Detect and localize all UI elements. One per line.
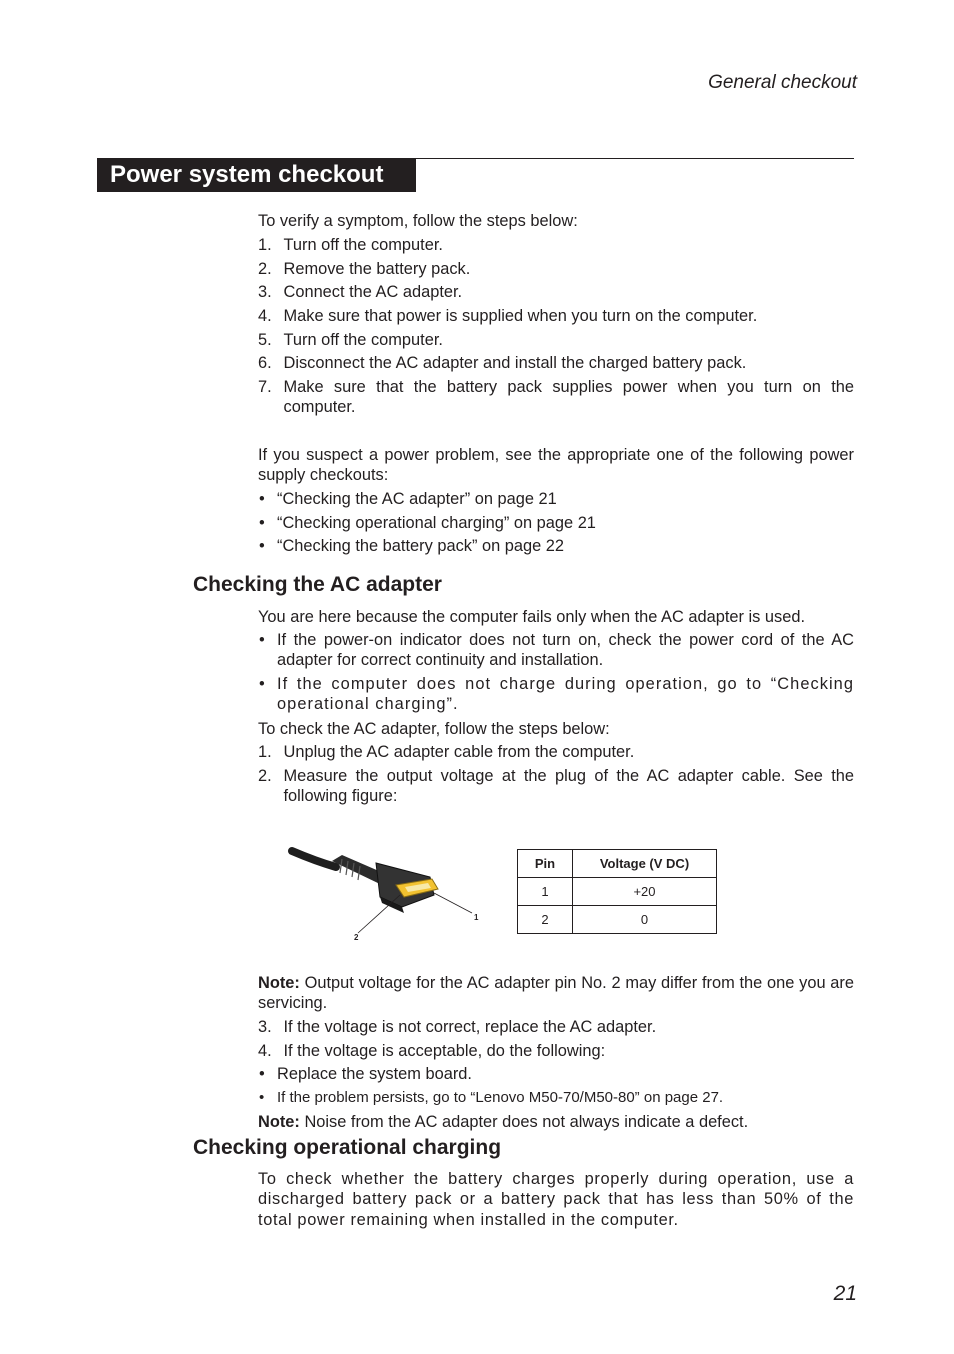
list-item: • If the computer does not charge during operation, go to “Checking operational charging”. — [259, 675, 854, 714]
table-cell: 0 — [573, 906, 717, 934]
list-item: 6. Disconnect the AC adapter and install the charged battery pack. — [258, 354, 747, 372]
table-header-cell: Voltage (V DC) — [573, 850, 717, 878]
table-header-cell: Pin — [518, 850, 573, 878]
ac-lead: You are here because the computer fails only when the AC adapter is used. — [258, 608, 806, 626]
note-label: Note: — [258, 1113, 300, 1131]
page-number: 21 — [833, 1282, 857, 1305]
list-item: 3. If the voltage is not correct, replace the AC adapter. — [258, 1018, 657, 1036]
list-item: • “Checking the AC adapter” on page 21 — [259, 490, 557, 508]
table-cell: 2 — [518, 906, 573, 934]
list-item: 2. Remove the battery pack. — [258, 260, 471, 278]
list-item: 2. Measure the output voltage at the plug of the AC adapter cable. See the following figure: — [258, 767, 854, 806]
note-label: Note: — [258, 974, 300, 992]
list-item: • “Checking the battery pack” on page 22 — [259, 537, 565, 555]
heading-ac-adapter: Checking the AC adapter — [193, 573, 442, 596]
table-row — [518, 878, 717, 906]
ac-check-lead: To check the AC adapter, follow the steps below: — [258, 720, 610, 738]
table-cell: 1 — [518, 878, 573, 906]
note-noise: Note: Noise from the AC adapter does not always indicate a defect. — [258, 1113, 749, 1131]
list-item: • If the problem persists, go to “Lenovo M50-70/M50-80” on page 27. — [259, 1089, 724, 1106]
list-item: • If the power-on indicator does not turn on, check the power cord of the AC adapter for correct continuity and installation. — [259, 631, 854, 670]
running-header: General checkout — [708, 72, 857, 93]
intro-lead: To verify a symptom, follow the steps below: — [258, 212, 578, 230]
pin-label-2: 2 — [354, 933, 359, 942]
plug-illustration — [284, 835, 484, 950]
table-cell: +20 — [573, 878, 717, 906]
table-header-row — [518, 850, 717, 878]
list-item: 7. Make sure that the battery pack supplies power when you turn on the computer. — [258, 378, 854, 417]
pin-label-1: 1 — [474, 913, 479, 922]
list-item: 1. Unplug the AC adapter cable from the computer. — [258, 743, 635, 761]
list-item: 1. Turn off the computer. — [258, 236, 443, 254]
suspect-paragraph: If you suspect a power problem, see the appropriate one of the following power supply checkouts: — [258, 446, 854, 485]
list-item: 3. Connect the AC adapter. — [258, 283, 463, 301]
list-item: 5. Turn off the computer. — [258, 331, 443, 349]
note-voltage: Note: Output voltage for the AC adapter pin No. 2 may differ from the one you are servicing. — [258, 974, 854, 1013]
list-item: 4. Make sure that power is supplied when you turn on the computer. — [258, 307, 758, 325]
list-item: • Replace the system board. — [259, 1065, 472, 1083]
title-rule — [415, 158, 854, 159]
list-item: • “Checking operational charging” on page 21 — [259, 514, 596, 532]
heading-operational-charging: Checking operational charging — [193, 1136, 502, 1159]
pin-voltage-table — [517, 849, 717, 934]
list-item: 4. If the voltage is acceptable, do the following: — [258, 1042, 606, 1060]
section-title: Power system checkout — [97, 158, 416, 192]
charging-paragraph: To check whether the battery charges properly during operation, use a discharged battery pack or a battery pack that has less than 50% of the total power remaining when installed in the computer. — [258, 1170, 854, 1229]
table-row — [518, 906, 717, 934]
ac-adapter-plug-figure — [284, 835, 484, 950]
